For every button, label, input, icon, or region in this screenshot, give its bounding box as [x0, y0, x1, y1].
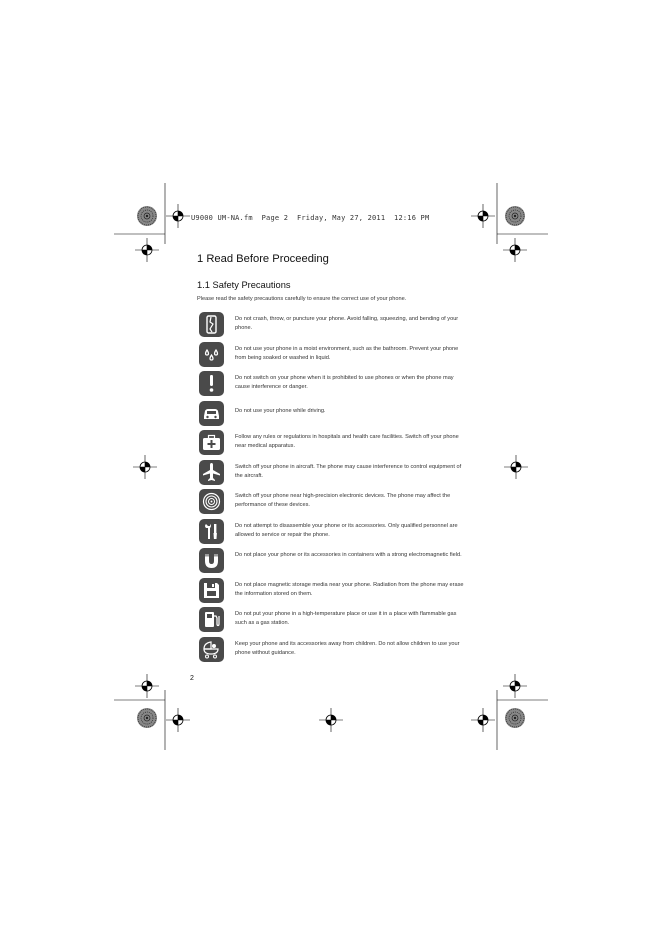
list-item	[199, 401, 469, 426]
precaution-text: Do not use your phone while driving.	[235, 407, 326, 414]
water-drops-icon	[199, 342, 224, 367]
precaution-text: Switch off your phone near high-precision electronic devices. The phone may affect the performance of these devices.	[235, 493, 451, 508]
tools-icon	[199, 519, 224, 544]
list-item	[199, 548, 469, 573]
precaution-text: Do not crash, throw, or puncture your phone. Avoid falling, squeezing, and bending of your phone.	[235, 316, 459, 331]
target-icon	[199, 489, 224, 514]
precaution-text: Do not put your phone in a high-temperature place or use it in a place with flammable gas such as a gas station.	[235, 611, 457, 626]
list-item	[199, 371, 469, 396]
airplane-icon	[199, 460, 224, 485]
precaution-text: Follow any rules or regulations in hospitals and health care facilities. Switch off your phone near medical apparatus.	[235, 434, 459, 449]
intro-text: Please read the safety precautions carefully to ensure the correct use of your phone.	[197, 296, 407, 302]
precaution-text: Do not place magnetic storage media near your phone. Radiation from the phone may erase the information stored on them.	[235, 581, 464, 597]
list-item	[199, 342, 469, 367]
precaution-text: Do not attempt to disassemble your phone or its accessories. Only qualified personnel are allowed to service or repair the phone.	[235, 522, 458, 538]
section-heading: 1.1 Safety Precautions	[197, 280, 291, 290]
list-item	[199, 578, 469, 603]
precaution-text: Do not use your phone in a moist environment, such as the bathroom. Prevent your phone from being soaked or washed in liquid.	[235, 345, 459, 361]
list-item	[199, 637, 469, 662]
broken-phone-icon	[199, 312, 224, 337]
chapter-heading: 1 Read Before Proceeding	[197, 253, 329, 265]
first-aid-kit-icon	[199, 430, 224, 455]
floppy-disk-icon	[199, 578, 224, 603]
magnet-icon	[199, 548, 224, 573]
car-icon	[199, 401, 224, 426]
list-item	[199, 519, 469, 544]
list-item	[199, 312, 469, 337]
list-item	[199, 489, 469, 514]
list-item	[199, 430, 469, 455]
child-stroller-icon	[199, 637, 224, 662]
exclamation-icon	[199, 371, 224, 396]
precaution-text: Do not place your phone or its accessories in containers with a strong electromagnetic field.	[235, 552, 462, 558]
page-number: 2	[190, 675, 194, 682]
precaution-text: Keep your phone and its accessories away from children. Do not allow children to use your phone without guidance.	[235, 640, 460, 656]
gas-pump-icon	[199, 607, 224, 632]
precaution-text: Do not switch on your phone when it is prohibited to use phones or when the phone may cause interference or danger.	[235, 375, 454, 390]
precaution-text: Switch off your phone in aircraft. The phone may cause interference to control equipment of the aircraft.	[235, 463, 462, 479]
list-item	[199, 607, 469, 632]
print-header: U9000 UM-NA.fm Page 2 Friday, May 27, 2011 12:16 PM	[191, 214, 430, 222]
list-item	[199, 460, 469, 485]
